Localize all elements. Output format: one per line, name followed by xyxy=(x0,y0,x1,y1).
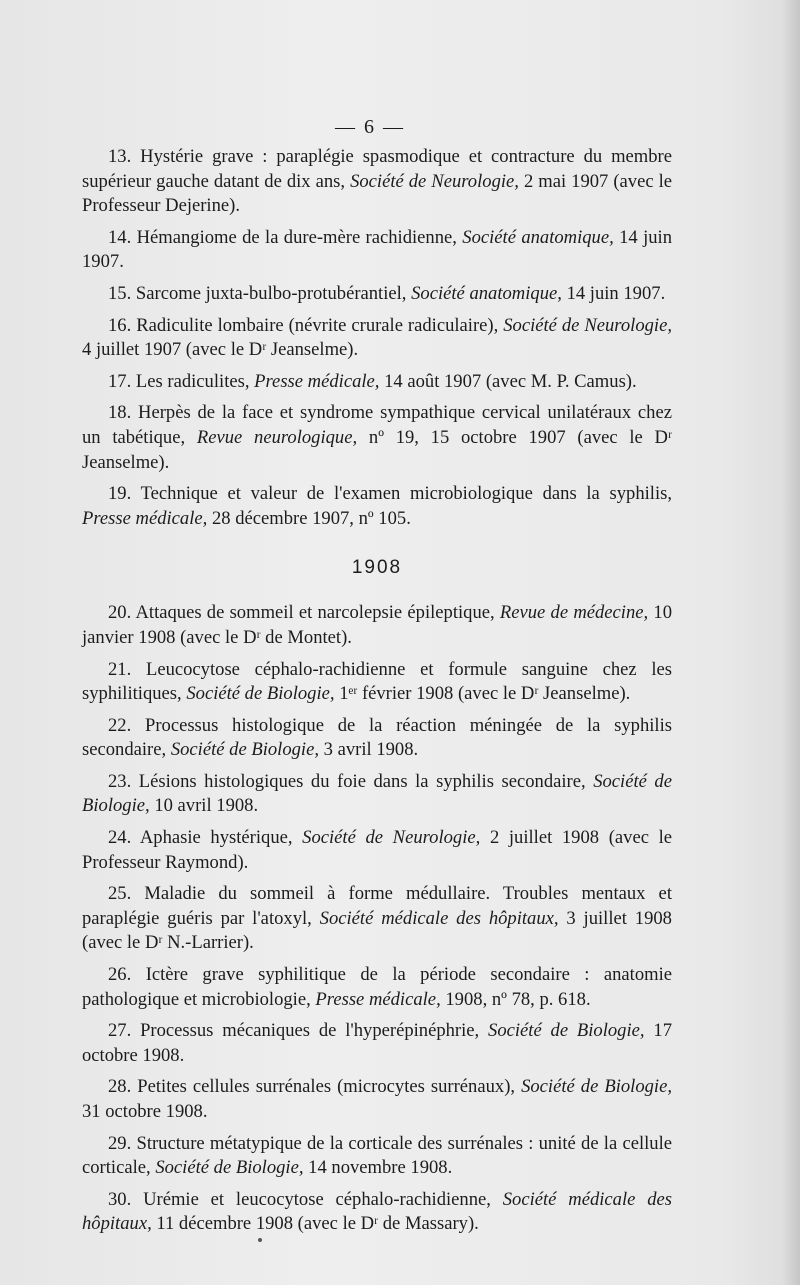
entry-journal: Société de Neurologie, xyxy=(302,827,481,849)
entry-title: Processus histologique de la réaction méningée de la syphilis secondaire, xyxy=(82,714,672,761)
entry-journal: Société médicale des hôpitaux, xyxy=(319,907,559,929)
entry-journal: Société de Biologie, xyxy=(170,739,319,761)
entry-title: Lésions histologiques du foie dans la syphilis secondaire, xyxy=(138,770,586,792)
bibliography-entry xyxy=(82,401,672,475)
entry-number: 27. xyxy=(108,1020,132,1042)
entry-journal: Société de Biologie, xyxy=(488,1020,645,1042)
entry-number: 17. xyxy=(108,370,132,392)
entry-journal: Société anatomique, xyxy=(462,226,614,248)
entry-number: 28. xyxy=(108,1076,132,1098)
entry-number: 13. xyxy=(108,146,132,167)
entry-details: 10 avril 1908. xyxy=(154,795,259,817)
entry-journal: Société de Biologie, xyxy=(521,1076,672,1098)
entry-title: Les radiculites, xyxy=(135,370,250,392)
bibliography-entry xyxy=(82,1075,672,1124)
entry-journal: Presse médicale, xyxy=(315,988,441,1010)
entry-title: Leucocytose céphalo-rachidienne et formule sanguine chez les syphilitiques, xyxy=(82,658,672,705)
entry-number: 23. xyxy=(108,770,132,792)
entry-number: 24. xyxy=(108,827,132,849)
entry-details: 14 novembre 1908. xyxy=(308,1157,453,1179)
entry-details: 14 juin 1907. xyxy=(82,226,672,273)
entry-number: 22. xyxy=(108,714,132,736)
entry-details: 14 août 1907 (avec M. P. Camus). xyxy=(384,370,637,392)
entry-details: 3 avril 1908. xyxy=(323,739,419,761)
entry-title: Technique et valeur de l'examen microbiologique dans la syphilis, xyxy=(140,483,672,505)
entry-number: 29. xyxy=(108,1132,132,1154)
bibliography-entry xyxy=(82,1188,672,1237)
bibliography-entry xyxy=(82,482,672,531)
page-number: — 6 — xyxy=(335,116,405,138)
entry-details: 2 mai 1907 (avec le Professeur Dejerine). xyxy=(82,170,673,217)
entry-details: 1908, nº 78, p. 618. xyxy=(445,988,591,1010)
entry-journal: Revue neurologique, xyxy=(196,426,358,448)
entry-journal: Presse médicale, xyxy=(254,370,380,392)
bibliography-entry xyxy=(82,282,672,307)
entry-number: 16. xyxy=(108,314,132,336)
entry-title: Petites cellules surrénales (microcytes surrénaux), xyxy=(137,1076,516,1098)
entry-title: Ictère grave syphilitique de la période secondaire : anatomie pathologique et microbiologie, xyxy=(82,964,673,1010)
bibliography-entry xyxy=(82,1132,672,1181)
entry-journal: Société de Biologie, xyxy=(155,1157,304,1179)
bibliography-list xyxy=(82,145,672,1244)
entry-title: Aphasie hystérique, xyxy=(139,827,293,849)
bibliography-entry xyxy=(82,770,672,819)
entry-journal: Presse médicale, xyxy=(82,507,208,529)
entry-details: 14 juin 1907. xyxy=(566,282,666,304)
bibliography-entry xyxy=(82,714,672,763)
entry-title: Processus mécaniques de l'hyperépinéphrie, xyxy=(140,1020,480,1042)
bibliography-entry xyxy=(82,882,672,956)
entry-number: 20. xyxy=(108,602,132,624)
bibliography-entry xyxy=(82,601,672,650)
entry-title: Attaques de sommeil et narcolepsie épileptique, xyxy=(135,602,495,624)
entry-number: 26. xyxy=(108,964,132,986)
year-heading: 1908 xyxy=(351,557,403,579)
entry-details: 4 juillet 1907 (avec le Dʳ Jeanselme). xyxy=(82,339,359,361)
entry-title: Maladie du sommeil à forme médullaire. Troubles mentaux et paraplégie guéris par l'atoxyl, xyxy=(82,883,672,929)
entry-details: 11 décembre 1908 (avec le Dʳ de Massary). xyxy=(156,1213,479,1235)
bibliography-entry xyxy=(82,963,672,1012)
entry-details: 2 juillet 1908 (avec le Professeur Raymond). xyxy=(82,827,672,873)
entry-number: 15. xyxy=(108,282,132,304)
entry-number: 14. xyxy=(108,226,132,248)
page-spine-shadow xyxy=(782,0,800,1285)
bibliography-entry xyxy=(82,1019,672,1068)
printing-speck xyxy=(258,1238,262,1242)
entry-number: 21. xyxy=(108,658,132,680)
entry-journal: Société de Neurologie, xyxy=(503,314,672,336)
bibliography-entry xyxy=(82,658,672,707)
entry-journal: Revue de médecine, xyxy=(499,602,649,624)
bibliography-entry xyxy=(82,226,672,275)
entry-number: 25. xyxy=(108,883,132,905)
entry-title: Herpès de la face et syndrome sympathique cervical unilatéraux chez un tabétique, xyxy=(82,402,672,448)
entry-title: Radiculite lombaire (névrite crurale radiculaire), xyxy=(136,314,499,336)
entry-details: nº 19, 15 octobre 1907 (avec le Dʳ Jeanselme). xyxy=(82,426,673,473)
entry-journal: Société de Neurologie, xyxy=(350,170,519,192)
entries-1908 xyxy=(82,601,672,1237)
entry-details: 3 juillet 1908 (avec le Dʳ N.-Larrier). xyxy=(82,907,672,954)
bibliography-entry xyxy=(82,826,672,875)
bibliography-entry xyxy=(82,145,672,219)
entry-details: 1ᵉʳ février 1908 (avec le Dʳ Jeanselme). xyxy=(339,683,631,705)
entry-title: Sarcome juxta-bulbo-protubérantiel, xyxy=(135,282,407,304)
entry-number: 18. xyxy=(108,402,132,424)
entry-details: 17 octobre 1908. xyxy=(82,1020,672,1066)
entry-number: 19. xyxy=(108,483,132,505)
entry-details: 10 janvier 1908 (avec le Dʳ de Montet). xyxy=(82,602,672,648)
entry-journal: Société de Biologie, xyxy=(186,683,335,705)
entry-title: Hémangiome de la dure-mère rachidienne, xyxy=(136,226,457,248)
entry-journal: Société de Biologie, xyxy=(82,770,672,817)
entries-1907 xyxy=(82,145,672,531)
entry-title: Structure métatypique de la corticale des surrénales : unité de la cellule corticale, xyxy=(82,1132,673,1179)
entry-journal: Société anatomique, xyxy=(411,282,562,304)
bibliography-entry xyxy=(82,370,672,395)
entry-details: 28 décembre 1907, nº 105. xyxy=(211,507,411,529)
entry-number: 30. xyxy=(108,1188,132,1210)
entry-title: Urémie et leucocytose céphalo-rachidienne, xyxy=(143,1188,491,1210)
bibliography-entry xyxy=(82,314,672,363)
entry-journal: Société médicale des hôpitaux, xyxy=(82,1188,672,1235)
entry-details: 31 octobre 1908. xyxy=(82,1101,208,1122)
entry-title: Hystérie grave : paraplégie spasmodique et contracture du membre supérieur gauche datant de dix ans, xyxy=(82,146,672,192)
